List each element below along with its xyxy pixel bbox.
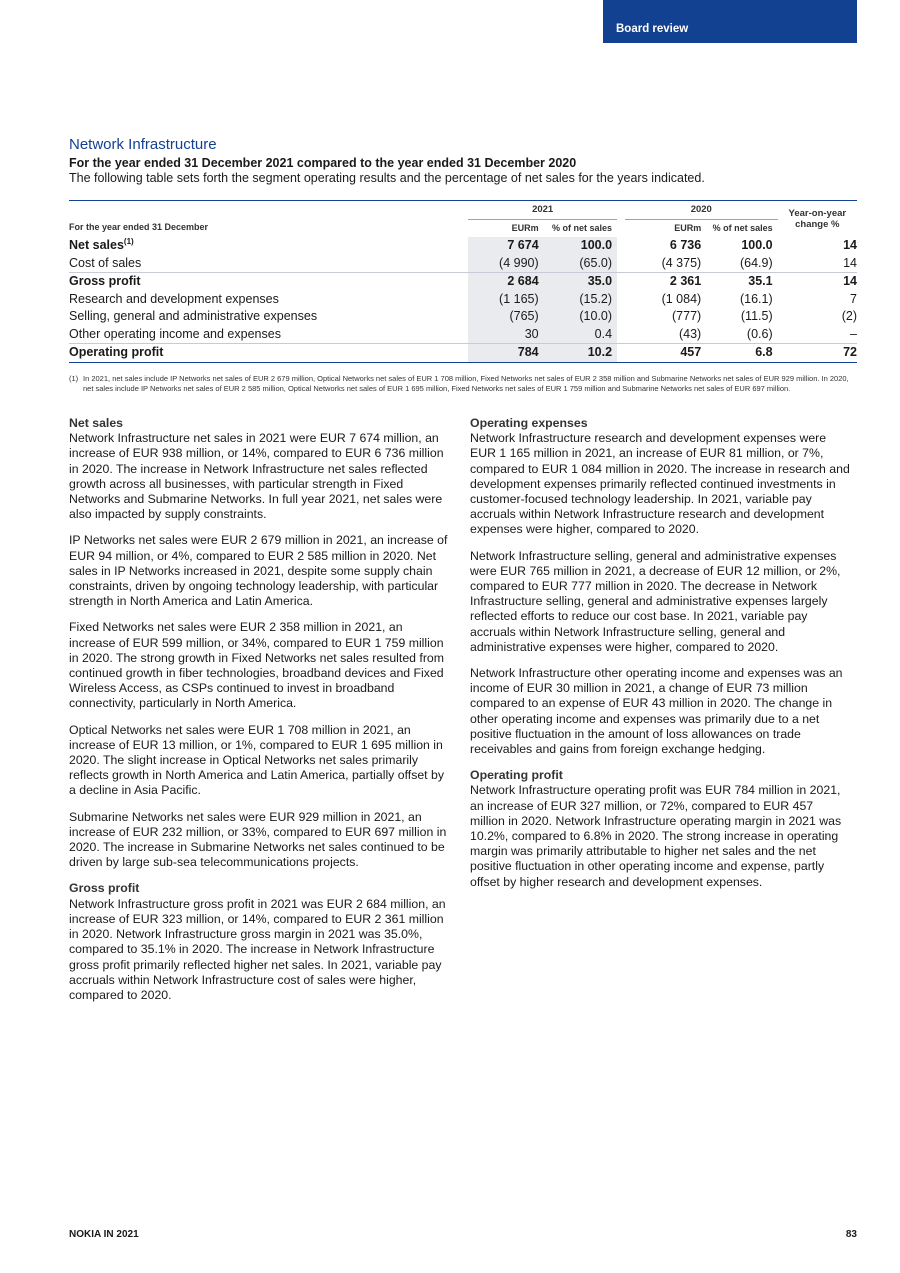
year-2021-header: 2021 [468,201,617,220]
table-row [69,291,857,309]
operating-profit-heading: Operating profit [470,768,563,783]
row-label: Operating profit [69,344,468,363]
eurm-2021-cell: 2 684 [468,273,538,291]
left-column [69,416,449,1014]
yoy-cell: 72 [778,344,857,363]
yoy-cell: – [850,326,857,341]
table-row [69,255,857,273]
eurm-2021-cell: (765) [468,308,538,326]
footer-publication-name: NOKIA IN 2021 [69,1229,139,1240]
eurm-2021-cell: (1 165) [468,291,538,309]
pct-2021-cell: 10.2 [539,344,617,363]
pct-2021-cell: 100.0 [539,237,617,255]
net-sales-paragraph-1: Network Infrastructure net sales in 2021 were EUR 7 674 million, an increase of EUR 938 million, or 14%, compared to EUR 6 736 million in 2020. The increase in Network Infrastructure net sales reflected growth across all businesses, with particular strength in Fixed Networks and Submarine Networks. In full year 2021, net sales were also impacted by supply constraints. [69,431,444,522]
section-intro: The following table sets forth the segment operating results and the percentage of net sales for the years indicated. [69,171,705,185]
net-sales-paragraph-2: IP Networks net sales were EUR 2 679 million in 2021, an increase of EUR 94 million, or 4%, compared to EUR 2 585 million in 2020. Net sales in IP Networks increased in 2021, despite some supply chain constraints, driven by ongoing technology leadership, with particular strength in North America and Latin America. [69,533,448,609]
pct-2020-header: % of net sales [712,222,773,233]
eurm-2021-cell: 784 [468,344,538,363]
yoy-header-line1: Year-on-year [788,208,847,219]
table-row [69,237,857,255]
yoy-cell: 14 [778,273,857,291]
pct-2020-cell: (11.5) [740,309,773,323]
section-tab-label: Board review [616,23,689,35]
row-label: Research and development expenses [69,291,279,306]
operating-expenses-paragraph-3: Network Infrastructure other operating income and expenses was an income of EUR 30 million in 2021, a change of EUR 73 million compared to an expense of EUR 43 million in 2020. The change in other operating income and expenses was primarily due to a net positive fluctuation in the amount of loss allowances on trade receivables and gains from foreign exchange hedging. [470,666,843,757]
eurm-2021-header: EURm [511,222,539,233]
eurm-2020-cell: 6 736 [669,238,702,252]
net-sales-paragraph-4: Optical Networks net sales were EUR 1 708 million in 2021, an increase of EUR 13 million, or 1%, compared to EUR 1 695 million in 2020. The slight increase in Optical Networks net sales primarily reflects growth in North America and Latin America, partially offset by a decline in Asia Pacific. [69,722,445,798]
table-row [69,344,857,363]
pct-2020-cell: 35.1 [701,273,777,291]
net-sales-heading: Net sales [69,416,124,430]
pct-2021-header: % of net sales [552,222,613,233]
pct-2021-cell: 35.0 [539,273,617,291]
gross-profit-paragraph: Network Infrastructure gross profit in 2021 was EUR 2 684 million, an increase of EUR 323 million, or 14%, compared to EUR 2 361 million in 2020. Network Infrastructure gross margin in 2021 was 35.0%, compared to 35.1% in 2020. The increase in Network Infrastructure gross profit primarily reflected higher net sales. In 2021, variable pay accruals within Network Infrastructure cost of sales were higher, compared to 2020. [69,896,446,1002]
page-number: 83 [845,1229,857,1240]
segment-results-table [69,200,857,363]
eurm-2020-cell: 2 361 [625,273,701,291]
yoy-cell: 14 [843,255,857,270]
pct-2021-cell: (65.0) [539,255,617,273]
pct-2020-cell: (0.6) [746,326,773,341]
table-footnote [69,374,859,394]
row-label: Gross profit [69,273,468,291]
pct-2021-cell: 0.4 [539,326,617,344]
pct-2020-cell: 6.8 [701,344,777,363]
operating-profit-paragraph: Network Infrastructure operating profit was EUR 784 million in 2021, an increase of EUR 327 million, or 72%, compared to EUR 457 million in 2020. Network Infrastructure operating margin in 2021 was 10.2%, compared to 6.8% in 2020. The strong increase in operating margin was primarily attributable to higher net sales and the net positive fluctuation in other operating income and expense, partly offset by higher research and development expenses. [470,783,842,889]
row-label-text: Net sales [69,238,124,252]
eurm-2021-cell: 30 [468,326,538,344]
yoy-header-line2: change % [795,219,840,230]
footnote-ref: (1) [123,236,134,246]
year-2020-header: 2020 [625,201,778,220]
row-label: Cost of sales [69,255,142,270]
eurm-2020-header: EURm [674,222,702,233]
eurm-2020-cell: (4 375) [661,255,702,270]
pct-2020-cell: (16.1) [739,291,773,306]
operating-expenses-paragraph-1: Network Infrastructure research and development expenses were EUR 1 165 million in 2021, an increase of EUR 81 million, or 7%, compared to EUR 1 084 million in 2020. The increase in research and development expenses primarily reflected continued investments in customer-focused technology leadership. In 2021, variable pay accruals within Network Infrastructure research and development expenses were higher, compared to 2020. [470,431,850,537]
pct-2021-cell: (15.2) [539,291,617,309]
eurm-2020-cell: (777) [672,309,702,323]
yoy-cell: (2) [841,309,857,323]
yoy-cell: 7 [850,291,857,306]
row-label: Other operating income and expenses [69,326,281,341]
footnote-text: In 2021, net sales include IP Networks net sales of EUR 2 679 million, Optical Networks net sales of EUR 1 708 million, Fixed Networks net sales of EUR 2 358 million and Submarine Networks net sales of EUR 929 million. In 2020, net sales include IP Networks net sales of EUR 2 585 million, Optical Networks net sales of EUR 1 695 million, Fixed Networks net sales of EUR 1 759 million and Submarine Networks net sales of EUR 697 million. [83,374,849,393]
table-row [69,308,857,326]
pct-2020-cell: 100.0 [741,238,773,252]
net-sales-paragraph-5: Submarine Networks net sales were EUR 929 million in 2021, an increase of EUR 232 million, or 33%, compared to EUR 697 million in 2020. The increase in Submarine Networks net sales continued to be driven by large sub-sea telecommunications projects. [69,809,447,870]
section-tab [603,0,857,43]
eurm-2020-cell: (43) [678,326,702,341]
footnote-mark: (1) [69,374,79,383]
table-row [69,326,857,344]
table-year-header-row [69,201,857,220]
eurm-2021-cell: 7 674 [468,237,538,255]
section-subtitle: For the year ended 31 December 2021 compared to the year ended 31 December 2020 [69,156,577,170]
table-row [69,273,857,291]
operating-expenses-heading: Operating expenses [470,416,588,430]
eurm-2020-cell: (1 084) [661,291,702,306]
yoy-cell: 14 [843,238,857,252]
net-sales-paragraph-3: Fixed Networks net sales were EUR 2 358 million in 2021, an increase of EUR 599 million, or 34%, compared to EUR 1 759 million in 2020. The strong growth in Fixed Networks net sales resulted from continued growth in fiber technologies, broadband devices and Fixed Wireless Access, as CSPs continued to invest in broadband connectivity, particularly in North America. [69,620,445,711]
section-title: Network Infrastructure [69,136,217,153]
pct-2020-cell: (64.9) [739,255,773,270]
pct-2021-cell: (10.0) [539,308,617,326]
gross-profit-heading: Gross profit [69,881,140,896]
eurm-2020-cell: 457 [625,344,701,363]
operating-expenses-paragraph-2: Network Infrastructure selling, general and administrative expenses were EUR 765 million in 2021, a decrease of EUR 12 million, or 2%, compared to EUR 777 million in 2020. The decrease in Network Infrastructure selling, general and administrative expenses largely reflected efforts to reduce our cost base. In 2021, variable pay accruals within Network Infrastructure selling, general and administrative expenses were higher, compared to 2020. [470,548,841,654]
label-column-header: For the year ended 31 December [69,222,209,233]
row-label: Selling, general and administrative expenses [69,309,318,323]
eurm-2021-cell: (4 990) [468,255,538,273]
yoy-change-header [778,201,857,238]
row-label [69,237,468,255]
right-column [470,416,850,901]
table-column-header-row [69,219,857,237]
